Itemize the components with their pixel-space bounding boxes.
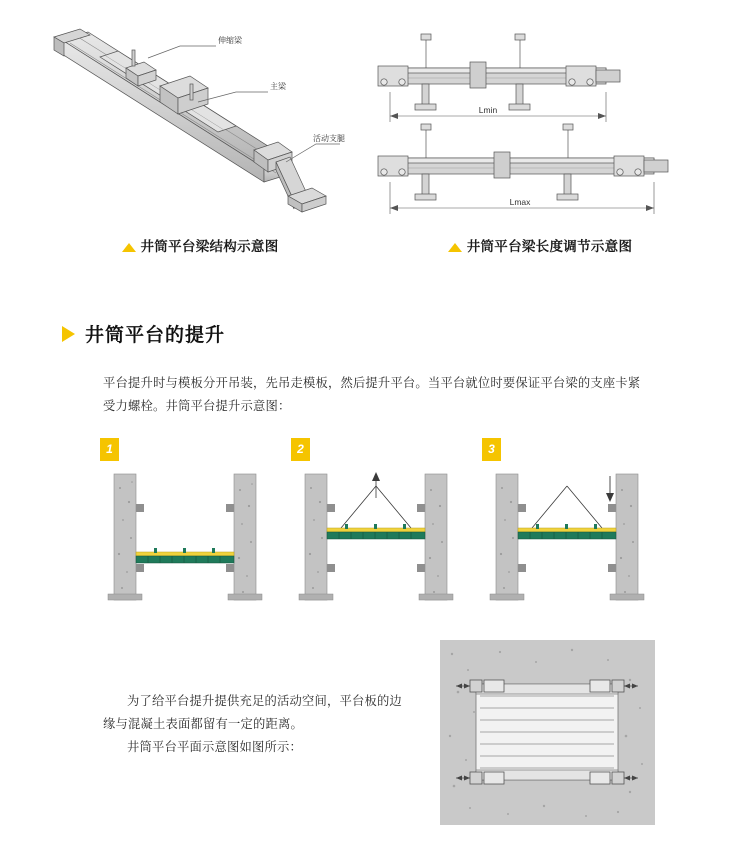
step-3 — [482, 438, 652, 608]
dimension-lmax: Lmax — [509, 197, 531, 207]
label-telescopic-beam: 伸缩梁 — [218, 36, 242, 45]
figure-caption-left-text: 井筒平台梁结构示意图 — [140, 239, 279, 254]
platform-plan-drawing — [440, 640, 655, 825]
figure-caption-right — [370, 235, 710, 255]
figure-beam-length-adjust — [370, 10, 710, 254]
section-paragraph-text: 平台提升时与模板分开吊装，先吊走模板，然后提升平台。当平台就位时要保证平台梁的支座卡紧受力螺栓。井筒平台提升示意图： — [103, 376, 641, 413]
up-arrow-icon — [372, 472, 380, 481]
step-1-badge: 1 — [100, 438, 119, 461]
label-movable-support: 活动支腿 — [313, 134, 345, 143]
step-1 — [100, 438, 270, 608]
step-2-drawing — [291, 468, 461, 608]
section-heading — [62, 320, 225, 347]
top-figures-row — [0, 0, 750, 270]
figure-caption-right-text: 井筒平台梁长度调节示意图 — [466, 239, 633, 254]
dimension-lmin: Lmin — [478, 105, 498, 115]
caption-arrow-icon — [122, 243, 136, 252]
step-2-badge: 2 — [291, 438, 310, 461]
step-3-badge: 3 — [482, 438, 501, 461]
step-1-drawing — [100, 468, 270, 608]
bottom-paragraph-2: 井筒平台平面示意图如图所示： — [127, 740, 302, 754]
bottom-paragraphs — [103, 690, 403, 759]
step-3-drawing — [482, 468, 652, 608]
down-arrow-icon — [606, 493, 614, 502]
beam-structure-drawing — [40, 10, 360, 230]
beam-length-drawing — [370, 10, 710, 230]
section-paragraph — [103, 372, 651, 418]
lifting-steps — [100, 438, 660, 608]
figure-caption-left — [40, 235, 360, 255]
label-main-beam: 主梁 — [270, 82, 286, 91]
figure-beam-structure — [40, 10, 360, 254]
caption-arrow-icon — [448, 243, 462, 252]
triangle-bullet-icon — [62, 326, 75, 342]
step-2 — [291, 438, 461, 608]
section-heading-text: 井筒平台的提升 — [85, 325, 226, 346]
bottom-paragraph-1: 为了给平台提升提供充足的活动空间，平台板的边缘与混凝土表面都留有一定的距离。 — [103, 694, 402, 731]
figure-platform-plan — [440, 640, 655, 825]
